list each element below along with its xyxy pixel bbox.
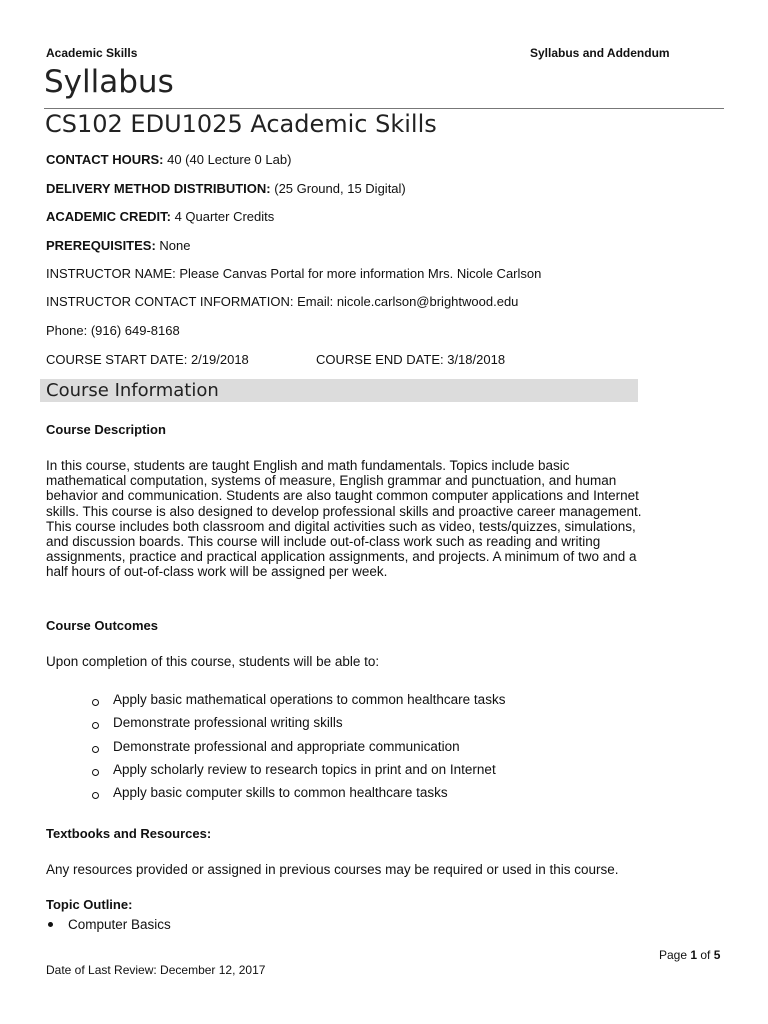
description-line: behavior and communication. Students are also taught common computer applications and Internet [46, 488, 639, 504]
delivery-method-field [46, 181, 406, 196]
page-prefix: Page [659, 948, 691, 962]
prerequisites-label: PREREQUISITES: [46, 238, 156, 253]
description-line: mathematical computation, systems of measure, English grammar and punctuation, and human [46, 473, 617, 489]
contact-hours-label: CONTACT HOURS: [46, 152, 164, 167]
section-title-course-information: Course Information [46, 380, 219, 401]
course-outcomes-intro: Upon completion of this course, students will be able to: [46, 654, 380, 669]
course-outcomes-heading: Course Outcomes [46, 618, 158, 633]
delivery-method-label: DELIVERY METHOD DISTRIBUTION: [46, 181, 271, 196]
academic-credit-label: ACADEMIC CREDIT: [46, 209, 171, 224]
header-right-title: Syllabus and Addendum [530, 46, 670, 60]
topic-outline-heading: Topic Outline: [46, 897, 133, 912]
list-item [88, 762, 505, 785]
outcome-text: Demonstrate professional and appropriate communication [113, 738, 460, 754]
description-line: half hours of out-of-class work will be assigned per week. [46, 564, 388, 580]
page-of: of [697, 948, 714, 962]
course-outcomes-list [88, 692, 505, 808]
contact-hours-field [46, 152, 291, 167]
circle-bullet-icon [92, 769, 99, 776]
outcome-text: Apply basic mathematical operations to common healthcare tasks [113, 692, 506, 707]
list-item [88, 692, 505, 715]
circle-bullet-icon [92, 722, 99, 729]
document-title: Syllabus [44, 64, 174, 100]
header-left-title: Academic Skills [46, 46, 138, 60]
circle-bullet-icon [92, 746, 99, 753]
instructor-contact: INSTRUCTOR CONTACT INFORMATION: Email: nicole.carlson@brightwood.edu [46, 294, 519, 309]
description-line: and discussion boards. This course will include out-of-class work such as reading and writing [46, 534, 601, 550]
course-start-date: COURSE START DATE: 2/19/2018 [46, 352, 249, 367]
course-title: CS102 EDU1025 Academic Skills [45, 110, 437, 138]
circle-bullet-icon [92, 699, 99, 706]
academic-credit-field [46, 209, 274, 224]
course-end-date: COURSE END DATE: 3/18/2018 [316, 352, 506, 367]
list-item [88, 739, 505, 762]
outcome-text: Apply basic computer skills to common healthcare tasks [113, 785, 448, 801]
page-total: 5 [713, 948, 721, 962]
textbooks-text: Any resources provided or assigned in previous courses may be required or used in this course. [46, 862, 619, 877]
outcome-text: Demonstrate professional writing skills [113, 715, 343, 731]
textbooks-heading: Textbooks and Resources: [46, 826, 212, 841]
prerequisites-field [46, 238, 191, 253]
circle-bullet-icon [92, 792, 99, 799]
instructor-phone: Phone: (916) 649-8168 [46, 323, 180, 338]
page-current: 1 [690, 948, 698, 962]
last-review-date: Date of Last Review: December 12, 2017 [46, 963, 266, 977]
description-line: This course includes both classroom and digital activities such as video, tests/quizzes, simulations, [46, 518, 636, 534]
contact-hours-value: 40 (40 Lecture 0 Lab) [163, 152, 292, 167]
prerequisites-value: None [155, 238, 191, 253]
academic-credit-value: 4 Quarter Credits [170, 209, 275, 224]
page-number [659, 948, 720, 962]
list-item [88, 785, 505, 808]
description-line: In this course, students are taught English and math fundamentals. Topics include basic [46, 458, 570, 473]
topic-text: Computer Basics [68, 917, 171, 932]
instructor-name: INSTRUCTOR NAME: Please Canvas Portal for more information Mrs. Nicole Carlson [46, 266, 542, 281]
delivery-method-value: (25 Ground, 15 Digital) [270, 181, 406, 196]
description-line: skills. This course is also designed to develop professional skills and proactive career management. [46, 503, 642, 519]
description-line: assignments, practice and practical application assignments, and projects. A minimum of two and a [46, 549, 637, 565]
title-divider [44, 108, 724, 109]
bullet-icon [48, 922, 53, 927]
course-description-heading: Course Description [46, 422, 166, 437]
list-item [88, 715, 505, 738]
outcome-text: Apply scholarly review to research topics in print and on Internet [113, 761, 496, 777]
list-item [46, 917, 171, 932]
course-description-text [46, 458, 726, 580]
